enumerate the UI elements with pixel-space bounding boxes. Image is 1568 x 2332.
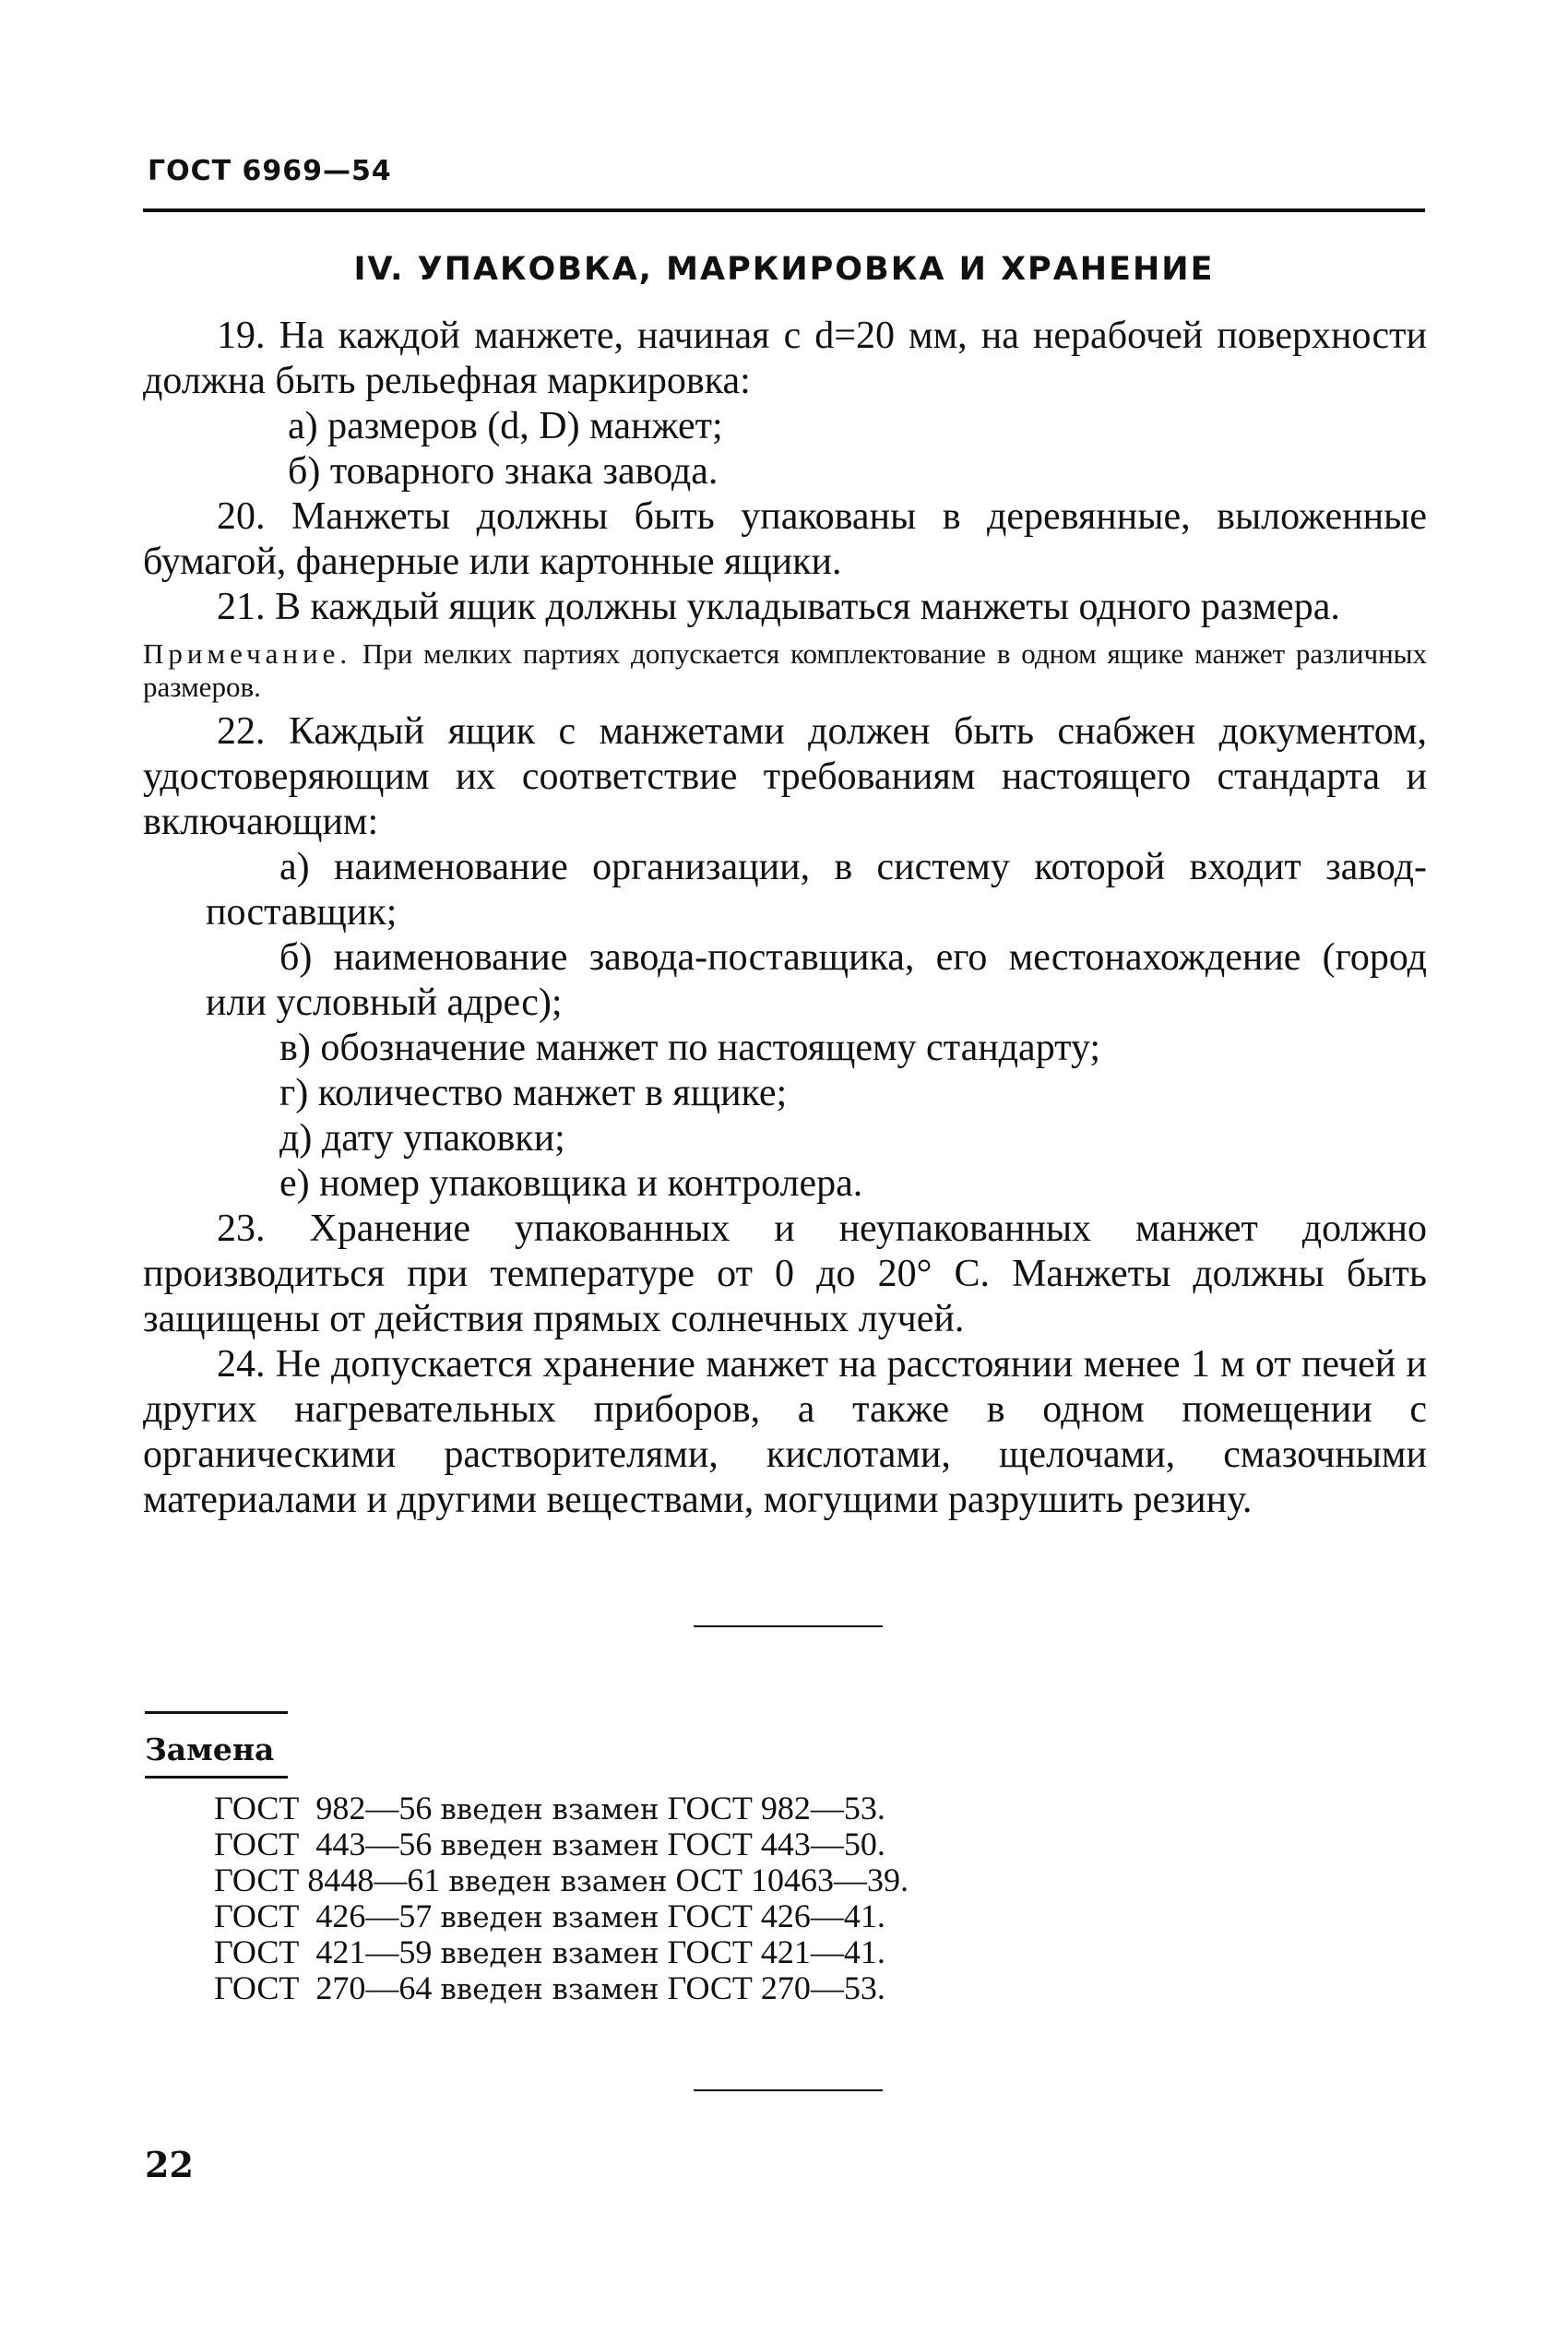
replacement-verb: введен взамен — [440, 1901, 659, 1934]
old-standard: ГОСТ 443—50. — [667, 1826, 885, 1862]
replacement-verb: введен взамен — [440, 1829, 659, 1862]
paragraph-22-f: е) номер упаковщика и контролера. — [279, 1162, 863, 1205]
note — [143, 637, 1427, 704]
paragraph-23: 23. Хранение упакованных и неупакованных манжет должно производиться при температуре от 0 до 20° С. Манжеты должны быть защищены от действия прямых солнечных лучей. — [143, 1208, 1427, 1340]
paragraph-22-a: а) наименование организации, в систему которой входит завод-поставщик; — [206, 846, 1427, 934]
replacement-title: Замена — [145, 1731, 275, 1767]
replacement-verb: введен взамен — [440, 1793, 659, 1826]
replacement-row — [214, 1971, 909, 2007]
header-rule — [143, 208, 1425, 212]
replacement-list — [214, 1791, 909, 2007]
paragraph-19-b: б) товарного знака завода. — [288, 450, 719, 493]
note-text: При мелких партиях допускается комплектование в одном ящике манжет различных размеров. — [143, 637, 1427, 703]
replacement-verb: введен взамен — [448, 1865, 668, 1898]
replacement-row — [214, 1935, 909, 1971]
new-standard: ГОСТ 982—56 — [214, 1790, 433, 1826]
replacement-row — [214, 1827, 909, 1863]
new-standard: ГОСТ 421—59 — [214, 1933, 433, 1970]
old-standard: ГОСТ 421—41. — [667, 1933, 885, 1970]
separator-rule — [694, 2089, 883, 2091]
replacement-row — [214, 1863, 909, 1899]
replacement-verb: введен взамен — [440, 1973, 659, 2006]
new-standard: ГОСТ 443—56 — [214, 1826, 433, 1862]
section-title: IV. УПАКОВКА, МАРКИРОВКА И ХРАНЕНИЕ — [353, 251, 1215, 288]
paragraph-19-a: а) размеров (d, D) манжет; — [288, 405, 723, 447]
old-standard: ОСТ 10463—39. — [675, 1862, 909, 1898]
paragraph-21: 21. В каждый ящик должны укладываться манжеты одного размера. — [217, 586, 1340, 628]
paragraph-19: 19. На каждой манжете, начиная с d=20 мм, на нерабочей поверхности должна быть рельефная маркировка: — [143, 315, 1427, 402]
page-number: 22 — [145, 2144, 194, 2185]
document-body — [143, 314, 1427, 1523]
replacement-row — [214, 1899, 909, 1935]
new-standard: ГОСТ 426—57 — [214, 1898, 433, 1934]
old-standard: ГОСТ 426—41. — [667, 1898, 885, 1934]
paragraph-20: 20. Манжеты должны быть упакованы в деревянные, выложенные бумагой, фанерные или картонные ящики. — [143, 495, 1427, 583]
paragraph-22-d: г) количество манжет в ящике; — [279, 1072, 788, 1114]
paragraph-24: 24. Не допускается хранение манжет на расстоянии менее 1 м от печей и других нагревательных приборов, а также в одном помещении с органическими растворителями, кислотами, щелочами, смазочными материалами и другими веществами, могущими разрушить резину. — [143, 1343, 1427, 1521]
new-standard: ГОСТ 8448—61 — [214, 1862, 441, 1898]
paragraph-22-c: в) обозначение манжет по настоящему стандарту; — [279, 1027, 1101, 1069]
paragraph-22: 22. Каждый ящик с манжетами должен быть снабжен документом, удостоверяющим их соответствие требованиям настоящего стандарта и включающим: — [143, 710, 1427, 843]
replacement-top-rule — [145, 1711, 288, 1714]
separator-rule — [694, 1625, 883, 1627]
replacement-bottom-rule — [145, 1776, 288, 1779]
old-standard: ГОСТ 982—53. — [667, 1790, 885, 1826]
new-standard: ГОСТ 270—64 — [214, 1969, 433, 2006]
paragraph-22-e: д) дату упаковки; — [279, 1117, 565, 1160]
note-label: Примечание. — [143, 637, 352, 670]
replacement-row — [214, 1791, 909, 1827]
old-standard: ГОСТ 270—53. — [667, 1969, 885, 2006]
paragraph-22-b: б) наименование завода-поставщика, его местонахождение (город или условный адрес); — [206, 936, 1427, 1024]
document-header: ГОСТ 6969—54 — [148, 155, 392, 187]
replacement-verb: введен взамен — [440, 1937, 659, 1970]
